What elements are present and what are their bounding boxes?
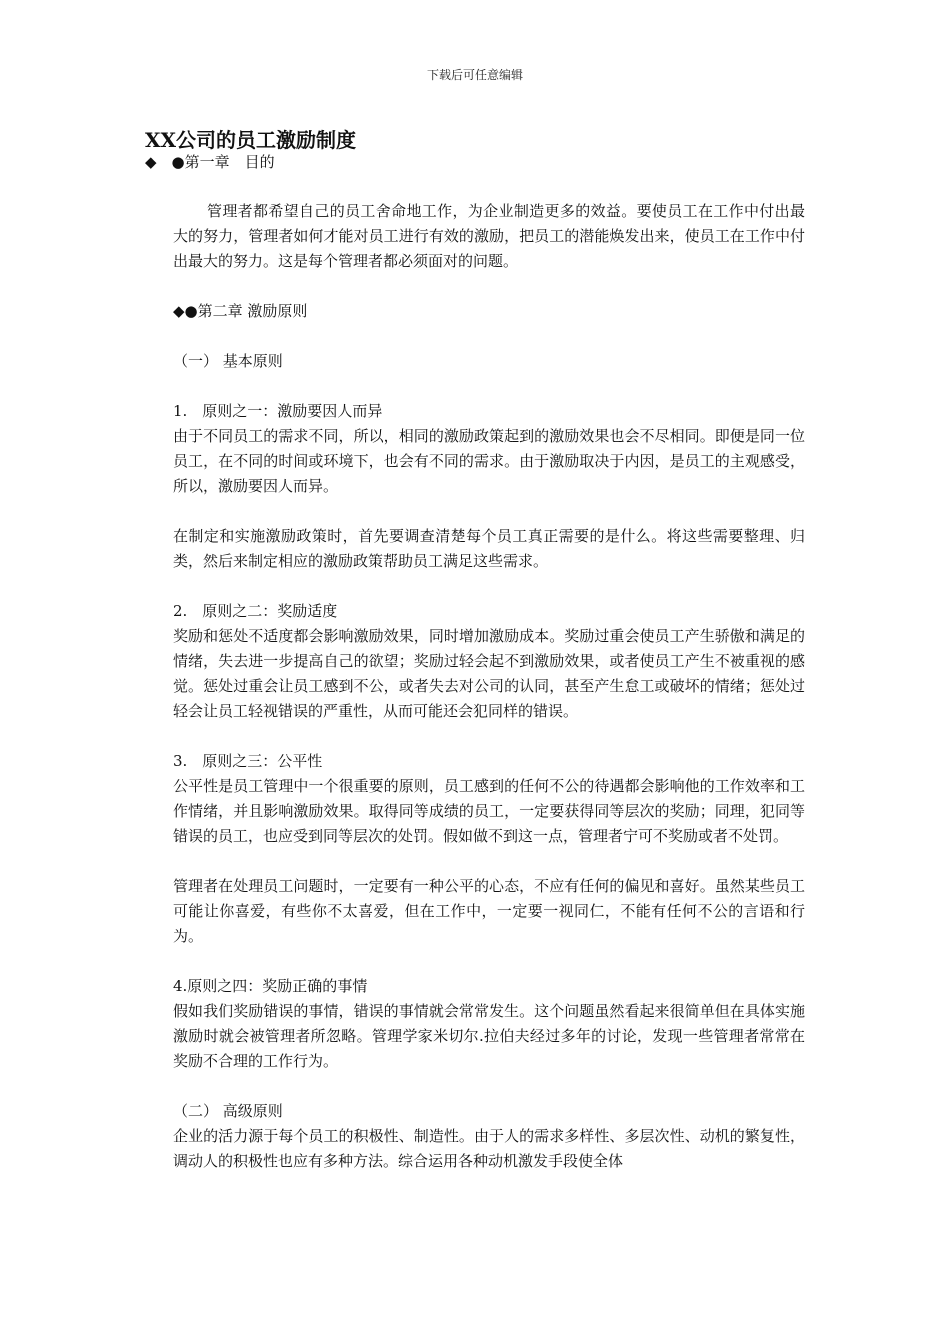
principle-3-paragraph-2: 管理者在处理员工问题时，一定要有一种公平的心态，不应有任何的偏见和喜好。虽然某些员工可能让你喜爱，有些你不太喜爱，但在工作中，一定要一视同仁，不能有任何不公的言语和行为。: [173, 877, 805, 945]
principle-3-paragraph-1: 公平性是员工管理中一个很重要的原则，员工感到的任何不公的待遇都会影响他的工作效率和工作情绪，并且影响激励效果。取得同等成绩的员工，一定要获得同等层次的奖励；同理，犯同等错误的员工，也应受到同等层次的处罚。假如做不到这一点，管理者宁可不奖励或者不处罚。: [173, 777, 805, 845]
chapter-2-heading: ◆●第二章 激励原则: [173, 302, 308, 320]
principle-3-title: 3. 原则之三：公平性: [173, 752, 323, 770]
advanced-principles-heading: （二） 高级原则: [173, 1102, 283, 1120]
page-header-note: 下载后可任意编辑: [426, 68, 523, 82]
principle-4-paragraph: 假如我们奖励错误的事情，错误的事情就会常常发生。这个问题虽然看起来很简单但在具体实施激励时就会被管理者所忽略。管理学家米切尔.拉伯夫经过多年的讨论，发现一些管理者常常在奖励不合理的工作行为。: [173, 1002, 805, 1070]
principle-1-paragraph-2: 在制定和实施激励政策时，首先要调查清楚每个员工真正需要的是什么。将这些需要整理、归类，然后来制定相应的激励政策帮助员工满足这些需求。: [173, 527, 805, 570]
principle-1-title: 1. 原则之一：激励要因人而异: [173, 402, 383, 420]
document-title: XX公司的员工激励制度: [145, 128, 357, 152]
document-body: [173, 199, 805, 1174]
principle-2-title: 2. 原则之二：奖励适度: [173, 602, 338, 620]
intro-paragraph: 管理者都希望自己的员工舍命地工作，为企业制造更多的效益。要使员工在工作中付出最大的努力，管理者如何才能对员工进行有效的激励，把员工的潜能焕发出来，使员工在工作中付出最大的努力。这是每个管理者都必须面对的问题。: [173, 202, 805, 270]
principle-1-paragraph-1: 由于不同员工的需求不同，所以，相同的激励政策起到的激励效果也会不尽相同。即便是同一位员工，在不同的时间或环境下，也会有不同的需求。由于激励取决于内因，是员工的主观感受，所以，激励要因人而异。: [173, 427, 805, 495]
chapter-1-heading: ◆ ●第一章 目的: [145, 153, 275, 171]
advanced-principles-paragraph: 企业的活力源于每个员工的积极性、制造性。由于人的需求多样性、多层次性、动机的繁复性，调动人的积极性也应有多种方法。综合运用各种动机激发手段使全体: [173, 1127, 805, 1170]
principle-2-paragraph: 奖励和惩处不适度都会影响激励效果，同时增加激励成本。奖励过重会使员工产生骄傲和满足的情绪，失去进一步提高自己的欲望；奖励过轻会起不到激励效果，或者使员工产生不被重视的感觉。惩处过重会让员工感到不公，或者失去对公司的认同，甚至产生怠工或破坏的情绪；惩处过轻会让员工轻视错误的严重性，从而可能还会犯同样的错误。: [173, 627, 805, 720]
basic-principles-heading: （一） 基本原则: [173, 352, 283, 370]
principle-4-title: 4.原则之四：奖励正确的事情: [173, 977, 368, 995]
